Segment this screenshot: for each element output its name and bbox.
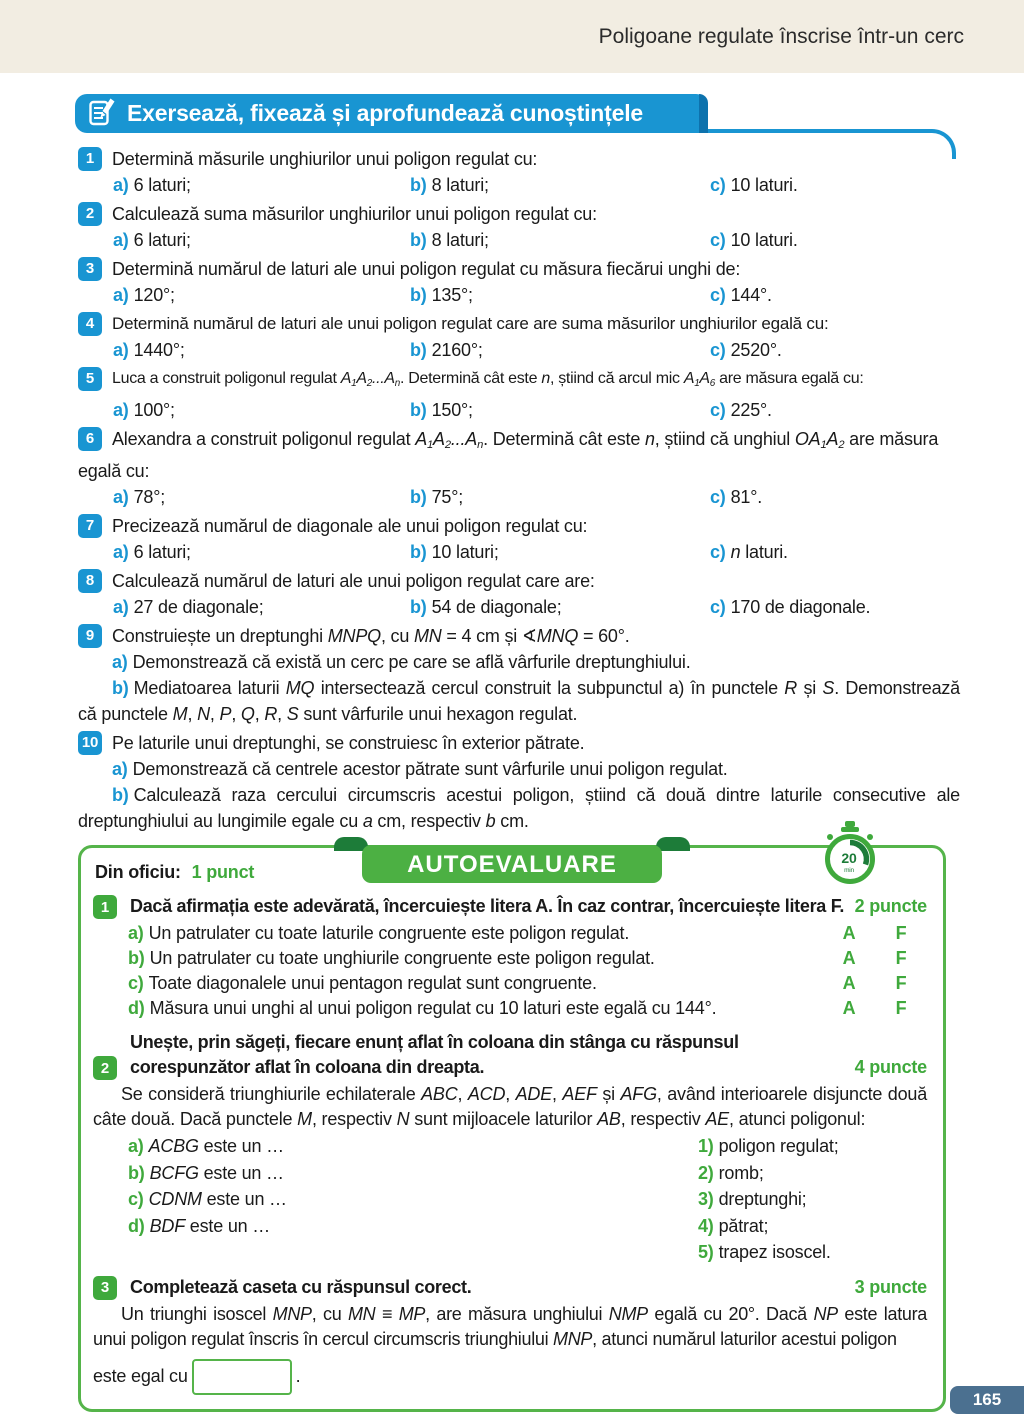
option-label: b) (410, 175, 427, 195)
option-text: 10 laturi. (730, 230, 798, 250)
exercise-number-badge: 6 (78, 427, 102, 451)
question-points: 3 puncte (854, 1276, 927, 1297)
exercise-options (113, 397, 960, 423)
exercise-options (113, 594, 960, 620)
part-label: b) (112, 784, 129, 805)
tf-item-d (128, 996, 927, 1021)
exercise-options (113, 539, 960, 565)
exercises-list (78, 146, 960, 837)
exercise-number-badge: 7 (78, 514, 102, 538)
match-left-c[interactable] (128, 1186, 663, 1213)
option-label: c) (710, 399, 726, 420)
page-number: 165 (972, 1390, 1002, 1409)
timer-value: 20 (841, 850, 857, 866)
timer-unit: min (844, 867, 854, 874)
matching-right-column (663, 1133, 927, 1266)
option-label: a) (113, 340, 129, 360)
match-right-4[interactable] (698, 1213, 927, 1240)
exercise-stem: Calculează numărul de laturi ale unui poligon regulat care are: (112, 570, 595, 591)
question-stem: Completează caseta cu răspunsul corect. (130, 1276, 472, 1297)
part-text: Demonstrează că există un cerc pe care se află vârfurile dreptunghiului. (132, 651, 691, 672)
exercise-stem: Calculează suma măsurilor unghiurilor unui poligon regulat cu: (112, 204, 597, 224)
part-text: Calculează raza cercului circumscris acestui poligon, știind că două dintre laturile consecutive ale dreptunghiului au lungimile egale cu a cm, respectiv b cm. (78, 784, 960, 831)
item-text: trapez isoscel. (718, 1242, 831, 1262)
option-text: 75°; (431, 486, 464, 507)
part-text: Demonstrează că centrele acestor pătrate sunt vârfurile unui poligon regulat. (132, 758, 728, 779)
question-number-badge: 2 (93, 1056, 117, 1080)
tf-item-c (128, 971, 927, 996)
din-oficiu-value: 1 punct (191, 862, 255, 882)
item-text: BCFG este un … (149, 1162, 284, 1183)
option-label: b) (410, 285, 427, 305)
option-a (113, 172, 410, 198)
exercise-part-a (78, 649, 960, 675)
match-left-a[interactable] (128, 1133, 663, 1160)
option-label: c) (710, 596, 726, 617)
answer-F[interactable]: F (895, 948, 907, 968)
option-b (410, 594, 710, 620)
option-a (113, 484, 410, 510)
item-text: poligon regulat; (718, 1136, 839, 1156)
exercise-7 (78, 513, 960, 565)
answer-F[interactable]: F (895, 923, 907, 943)
option-text: 100°; (133, 399, 175, 420)
item-text: ACBG este un … (148, 1136, 284, 1156)
exercise-stem: Precizează numărul de diagonale ale unui poligon regulat cu: (112, 515, 588, 536)
item-text: pătrat; (718, 1215, 769, 1236)
question-3-header (93, 1275, 927, 1300)
option-b (410, 172, 710, 198)
option-c (710, 337, 960, 363)
autoevaluare-banner: AUTOEVALUARE (362, 845, 662, 883)
option-a (113, 397, 410, 423)
tf-text (128, 921, 823, 946)
answer-F[interactable]: F (895, 998, 907, 1018)
tf-text (128, 946, 823, 971)
option-b (410, 539, 710, 565)
page-number-badge (950, 1386, 1024, 1414)
answer-A[interactable]: A (842, 923, 856, 943)
item-label: b) (128, 1162, 145, 1183)
match-left-d[interactable] (128, 1213, 663, 1240)
exercise-8 (78, 568, 960, 620)
option-b (410, 337, 710, 363)
match-right-3[interactable] (698, 1186, 927, 1213)
answer-box[interactable] (192, 1359, 292, 1395)
section-header (75, 94, 708, 133)
chapter-title: Poligoane regulate înscrise într-un cerc (598, 24, 964, 48)
option-a (113, 539, 410, 565)
exercise-number-badge: 2 (78, 202, 102, 226)
part-text: Mediatoarea laturii MQ intersectează cercul construit la subpunctul a) în punctele R și S. Demonstrează că punctele M, N, P, Q, R, S sunt vârfurile unui hexagon regulat. (78, 677, 960, 724)
option-text: 170 de diagonale. (730, 596, 871, 617)
exercise-4 (78, 311, 960, 363)
section-title: Exersează, fixează și aprofundează cunoștințele (127, 100, 643, 126)
stopwatch-icon (821, 821, 879, 892)
ribbon-end-right (656, 837, 690, 851)
item-label: 2) (698, 1162, 714, 1183)
item-label: b) (128, 948, 145, 968)
answer-F[interactable]: F (895, 973, 907, 993)
exercise-stem: Alexandra a construit poligonul regulat A1A2...An. Determină cât este n, știind că unghiul OA1A2 are măsura egală cu: (78, 428, 939, 481)
match-right-5[interactable] (698, 1239, 927, 1266)
option-c (710, 282, 960, 308)
option-c (710, 172, 960, 198)
question-1-header (93, 894, 927, 919)
option-text: 8 laturi; (431, 230, 489, 250)
exercise-number-badge: 4 (78, 312, 102, 336)
item-label: 4) (698, 1215, 714, 1236)
option-b (410, 282, 710, 308)
page-header-band (0, 0, 1024, 73)
exercise-stem: Luca a construit poligonul regulat A1A2...An. Determină cât este n, știind că arcul mic A1A6 are măsura egală cu: (112, 370, 864, 389)
exercise-5 (78, 366, 960, 423)
item-text: Un patrulater cu toate unghiurile congruente este poligon regulat. (149, 948, 655, 968)
question-points: 2 puncte (854, 896, 927, 916)
option-label: c) (710, 340, 726, 360)
item-label: 1) (698, 1136, 714, 1156)
exercise-stem: Pe laturile unui dreptunghi, se construiesc în exterior pătrate. (112, 732, 585, 753)
answer-box-row (93, 1359, 927, 1395)
tf-item-b (128, 946, 927, 971)
item-text: Un patrulater cu toate laturile congruente este poligon regulat. (148, 923, 630, 943)
exercise-options (113, 484, 960, 510)
part-label: a) (112, 651, 128, 672)
option-label: b) (410, 596, 427, 617)
matching-left-column (93, 1133, 663, 1266)
option-text: 2520°. (730, 340, 782, 360)
item-label: a) (128, 923, 144, 943)
part-label: a) (112, 758, 128, 779)
exercise-options (113, 227, 960, 253)
question-stem: Unește, prin săgeți, fiecare enunț aflat în coloana din stânga cu răspunsul corespunzător aflat în coloana din dreapta. (130, 1032, 739, 1077)
part-label: b) (112, 677, 129, 698)
answer-A[interactable]: A (842, 948, 856, 968)
answer-A[interactable]: A (842, 998, 856, 1018)
option-c (710, 484, 960, 510)
option-label: a) (113, 399, 129, 420)
match-right-1[interactable] (698, 1133, 927, 1160)
option-label: c) (710, 285, 726, 305)
question-2-header (93, 1030, 927, 1080)
option-text: 54 de diagonale; (431, 596, 562, 617)
matching-columns (93, 1133, 927, 1266)
exercise-10 (78, 730, 960, 834)
exercise-stem: Construiește un dreptunghi MNPQ, cu MN = 4 cm și ∢MNQ = 60°. (112, 625, 630, 646)
exercise-3 (78, 256, 960, 308)
exercise-number-badge: 1 (78, 147, 102, 171)
option-text: 6 laturi; (133, 175, 191, 195)
option-label: b) (410, 230, 427, 250)
option-label: c) (710, 230, 726, 250)
item-text: Toate diagonalele unui pentagon regulat sunt congruente. (148, 973, 597, 993)
option-label: c) (710, 541, 726, 562)
exercise-6 (78, 426, 960, 510)
option-text: 6 laturi; (133, 230, 191, 250)
option-c (710, 594, 960, 620)
option-text: 2160°; (431, 340, 483, 360)
exercise-stem: Determină numărul de laturi ale unui poligon regulat care are suma măsurilor unghiurilor egală cu: (112, 314, 829, 333)
option-text: 27 de diagonale; (133, 596, 264, 617)
question-points: 4 puncte (854, 1057, 927, 1077)
option-c (710, 539, 960, 565)
question-number-badge: 3 (93, 1276, 117, 1300)
exercise-stem: Determină numărul de laturi ale unui poligon regulat cu măsura fiecărui unghi de: (112, 259, 741, 279)
exercise-2 (78, 201, 960, 253)
option-b (410, 227, 710, 253)
option-label: b) (410, 399, 427, 420)
option-a (113, 227, 410, 253)
exercise-number-badge: 3 (78, 257, 102, 281)
option-text: 10 laturi. (730, 175, 798, 195)
option-label: b) (410, 340, 427, 360)
option-a (113, 594, 410, 620)
option-a (113, 337, 410, 363)
option-b (410, 397, 710, 423)
exercise-options (113, 282, 960, 308)
option-text: 8 laturi; (431, 175, 489, 195)
item-label: 3) (698, 1189, 714, 1209)
item-text: Măsura unui unghi al unui poligon regulat cu 10 laturi este egală cu 144°. (149, 998, 717, 1018)
exercise-options (113, 337, 960, 363)
tf-text (128, 971, 823, 996)
exercise-9 (78, 623, 960, 727)
exercise-number-badge: 5 (78, 367, 102, 391)
question-3-body: Un triunghi isoscel MNP, cu MN ≡ MP, are măsura unghiului NMP egală cu 20°. Dacă NP este latura unui poligon regulat înscris în cercul circumscris triunghiului MNP, atunci numărul laturilor acestui poligon (93, 1303, 928, 1349)
item-text: CDNM este un … (148, 1189, 287, 1209)
option-text: 135°; (431, 285, 473, 305)
option-c (710, 227, 960, 253)
item-label: 5) (698, 1242, 714, 1262)
item-label: c) (128, 973, 144, 993)
match-left-b[interactable] (128, 1160, 663, 1187)
option-text: 10 laturi; (431, 541, 499, 562)
answer-A[interactable]: A (842, 973, 856, 993)
exercise-part-b (78, 675, 960, 727)
option-text: 150°; (431, 399, 473, 420)
question-stem: Dacă afirmația este adevărată, încercuiește litera A. În caz contrar, încercuiește litera F. (130, 896, 845, 916)
item-label: d) (128, 998, 145, 1018)
option-text: 225°. (730, 399, 772, 420)
exercise-number-badge: 10 (78, 731, 102, 755)
option-text: 144°. (730, 285, 772, 305)
tf-item-a (128, 921, 927, 946)
option-text: 1440°; (133, 340, 185, 360)
exercise-stem: Determină măsurile unghiurilor unui poligon regulat cu: (112, 149, 538, 169)
answer-box-prefix: este egal cu (93, 1366, 188, 1386)
item-text: romb; (718, 1162, 764, 1183)
option-text: n laturi. (730, 541, 788, 562)
item-label: c) (128, 1189, 144, 1209)
option-b (410, 484, 710, 510)
option-label: a) (113, 541, 129, 562)
exercise-number-badge: 8 (78, 569, 102, 593)
tf-text (128, 996, 823, 1021)
din-oficiu-label: Din oficiu: (95, 862, 181, 882)
exercise-part-a (78, 756, 960, 782)
autoevaluare-box (78, 845, 946, 1412)
option-text: 120°; (133, 285, 175, 305)
exercise-number-badge: 9 (78, 624, 102, 648)
answer-box-suffix: . (295, 1366, 301, 1386)
option-label: c) (710, 175, 726, 195)
option-label: c) (710, 486, 726, 507)
item-text: BDF este un … (149, 1215, 271, 1236)
option-text: 81°. (730, 486, 763, 507)
match-right-2[interactable] (698, 1160, 927, 1187)
option-label: a) (113, 175, 129, 195)
option-label: a) (113, 486, 129, 507)
item-text: dreptunghi; (718, 1189, 807, 1209)
option-c (710, 397, 960, 423)
edit-notebook-icon (89, 96, 115, 131)
option-label: a) (113, 596, 129, 617)
question-2-intro: Se consideră triunghiurile echilaterale ABC, ACD, ADE, AEF și AFG, având interioarele disjuncte două câte două. Dacă punctele M, respectiv N sunt mijloacele laturilor AB, respectiv AE, atunci poligonul: (93, 1084, 928, 1129)
item-label: d) (128, 1215, 145, 1236)
option-label: b) (410, 541, 427, 562)
option-label: a) (113, 285, 129, 305)
option-text: 78°; (133, 486, 166, 507)
question-number-badge: 1 (93, 895, 117, 919)
exercise-1 (78, 146, 960, 198)
item-label: a) (128, 1136, 144, 1156)
exercise-options (113, 172, 960, 198)
option-label: b) (410, 486, 427, 507)
option-text: 6 laturi; (133, 541, 191, 562)
option-a (113, 282, 410, 308)
option-label: a) (113, 230, 129, 250)
section-header-edge (699, 94, 708, 133)
